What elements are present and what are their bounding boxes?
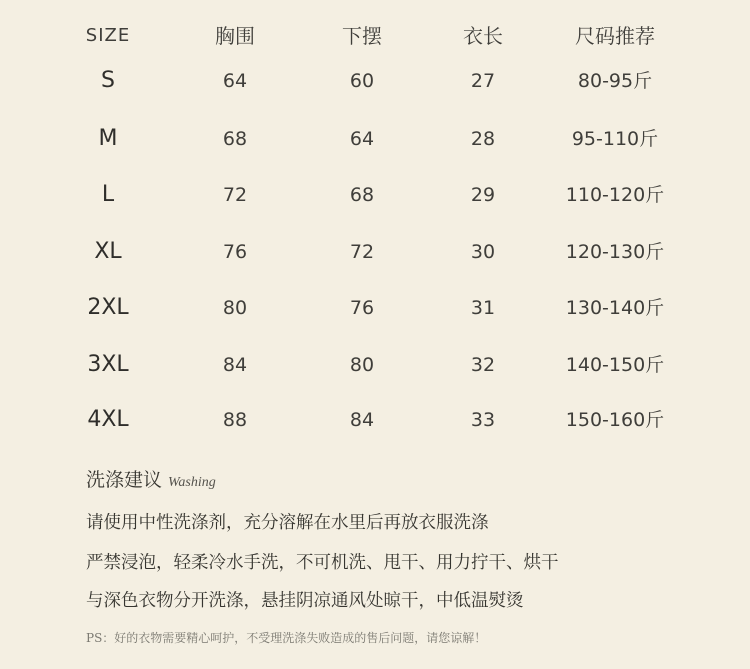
table-row xyxy=(0,119,750,159)
washing-title-en: Washing xyxy=(168,475,216,490)
length-cell: 28 xyxy=(470,128,496,150)
recommend-cell: 80-95斤 xyxy=(577,70,653,92)
header-chest: 胸围 xyxy=(215,24,255,48)
recommend-cell: 140-150斤 xyxy=(565,354,665,376)
length-cell: 29 xyxy=(470,184,496,206)
size-cell: XL xyxy=(94,239,122,264)
header-hem: 下摆 xyxy=(342,24,382,48)
table-row xyxy=(0,288,750,328)
table-header-row xyxy=(0,16,750,56)
recommend-cell: 110-120斤 xyxy=(565,184,665,206)
length-cell: 33 xyxy=(470,409,496,431)
recommend-cell: 95-110斤 xyxy=(571,128,659,150)
table-row xyxy=(0,400,750,440)
table-row xyxy=(0,232,750,272)
header-size: SIZE xyxy=(85,25,131,46)
size-cell: S xyxy=(101,68,115,93)
recommend-cell: 120-130斤 xyxy=(565,241,665,263)
size-cell: L xyxy=(101,182,115,207)
washing-instruction: 请使用中性洗涤剂，充分溶解在水里后再放衣服洗涤 xyxy=(86,513,489,533)
table-row xyxy=(0,61,750,101)
chest-cell: 76 xyxy=(222,241,248,263)
table-row xyxy=(0,175,750,215)
hem-cell: 72 xyxy=(349,241,375,263)
length-cell: 32 xyxy=(470,354,496,376)
recommend-cell: 130-140斤 xyxy=(565,297,665,319)
size-cell: 4XL xyxy=(87,407,129,432)
size-cell: 3XL xyxy=(87,352,129,377)
hem-cell: 84 xyxy=(349,409,375,431)
washing-title-cn: 洗涤建议 xyxy=(86,469,163,491)
length-cell: 30 xyxy=(470,241,496,263)
size-cell: M xyxy=(98,126,118,151)
size-cell: 2XL xyxy=(87,295,129,320)
table-row xyxy=(0,345,750,385)
chest-cell: 68 xyxy=(222,128,248,150)
chest-cell: 88 xyxy=(222,409,248,431)
hem-cell: 60 xyxy=(349,70,375,92)
header-length: 衣长 xyxy=(463,24,503,48)
length-cell: 31 xyxy=(470,297,496,319)
hem-cell: 64 xyxy=(349,128,375,150)
hem-cell: 80 xyxy=(349,354,375,376)
ps-note: PS：好的衣物需要精心呵护，不受理洗涤失败造成的售后问题，请您谅解！ xyxy=(86,631,487,645)
chest-cell: 84 xyxy=(222,354,248,376)
washing-instruction: 与深色衣物分开洗涤，悬挂阴凉通风处晾干，中低温熨烫 xyxy=(86,591,524,611)
chest-cell: 72 xyxy=(222,184,248,206)
hem-cell: 68 xyxy=(349,184,375,206)
hem-cell: 76 xyxy=(349,297,375,319)
header-recommend: 尺码推荐 xyxy=(575,24,655,48)
length-cell: 27 xyxy=(470,70,496,92)
washing-instruction: 严禁浸泡，轻柔冷水手洗，不可机洗、甩干、用力拧干、烘干 xyxy=(86,553,559,573)
chest-cell: 80 xyxy=(222,297,248,319)
chest-cell: 64 xyxy=(222,70,248,92)
washing-title xyxy=(86,462,216,498)
recommend-cell: 150-160斤 xyxy=(565,409,665,431)
